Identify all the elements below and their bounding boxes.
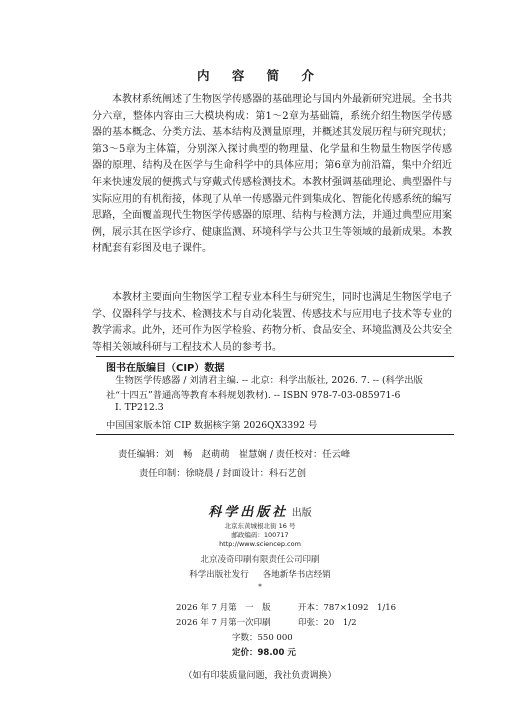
publisher-website: http://www.sciencep.com xyxy=(219,540,301,548)
price: 定价：98.00 元 xyxy=(232,648,296,658)
separator-asterisk: * xyxy=(258,583,262,591)
page-title: 内 容 简 介 xyxy=(196,68,324,83)
production-credits: 责任印制：徐晓晨 / 封面设计：科石艺创 xyxy=(139,468,307,479)
printing-first: 2026 年 7 月第一次印刷 xyxy=(176,618,271,628)
book-format: 开本：787×1092 1/16 xyxy=(298,603,397,613)
cip-classification: Ⅰ. TP212.3 xyxy=(115,402,164,413)
publisher-line xyxy=(0,501,520,520)
publisher-address: 北京东黄城根北街 16 号 xyxy=(224,522,296,530)
cip-top-rule xyxy=(96,356,454,357)
cip-bottom-rule xyxy=(96,434,454,435)
publisher-suffix: 出版 xyxy=(291,508,312,519)
editor-credits: 责任编辑：刘 畅 赵萌萌 崔慧娴 / 责任校对：任云峰 xyxy=(118,449,351,460)
distribution-line xyxy=(0,568,520,580)
printed-sheets: 印张：20 1/2 xyxy=(298,618,357,628)
edition-first: 2026 年 7 月第 一 版 xyxy=(176,603,271,613)
cip-record: 生物医学传感器 / 刘清君主编. -- 北京：科学出版社, 2026. 7. -- (科学出版社“十四五”普通高等教育本科规划教材). -- ISBN 978-7-03-085971-6 xyxy=(106,375,423,401)
publisher-logo: 科学出版社 xyxy=(208,505,289,520)
cip-data-number: 中国国家版本馆 CIP 数据核字第 2026QX3392 号 xyxy=(106,420,318,431)
intro-paragraph-2: 本教材主要面向生物医学工程专业本科生与研究生，同时也满足生物医学电子学、仪器科学与技术、检测技术与自动化装置、传感技术与应用电子技术等专业的教学需求。此外，还可作为医学检验、药物分析、食品安全、环境监测及公共安全等相关领域科研与工程技术人员的参考书。 xyxy=(92,292,452,353)
distributor: 各地新华书店经销 xyxy=(262,570,331,580)
word-count: 字数：550 000 xyxy=(232,633,293,643)
issuer: 科学出版社发行 xyxy=(189,570,249,580)
quality-notice: （如有印装质量问题，我社负责调换） xyxy=(183,671,337,681)
intro-paragraph-1: 本教材系统阐述了生物医学传感器的基础理论与国内外最新研究进展。全书共分六章，整体内容由三大模块构成：第1～2章为基础篇，系统介绍生物医学传感器的基本概念、分类方法、基本结构及测量原理，并概述其发展历程与研究现状；第3～5章为主体篇，分别深入探讨典型的物理量、化学量和生物量生物医学传感器的原理、结构及在医学与生命科学中的具体应用；第6章为前沿篇，集中介绍近年来快速发展的便携式与穿戴式传感检测技术。本教材强调基础理论、典型器件与实际应用的有机衔接，体现了从单一传感器元件到集成化、智能化传感系统的编写思路，全面覆盖现代生物医学传感器的原理、结构与检测方法，并通过典型应用案例，展示其在医学诊疗、健康监测、环境科学与公共卫生等领域的最新成果。本教材配套有彩图及电子课件。 xyxy=(92,94,452,255)
cip-heading: 图书在版编目（CIP）数据 xyxy=(106,363,225,374)
publisher-postcode: 邮政编码：100717 xyxy=(231,531,289,539)
printer: 北京凌奇印刷有限责任公司印刷 xyxy=(200,555,320,565)
